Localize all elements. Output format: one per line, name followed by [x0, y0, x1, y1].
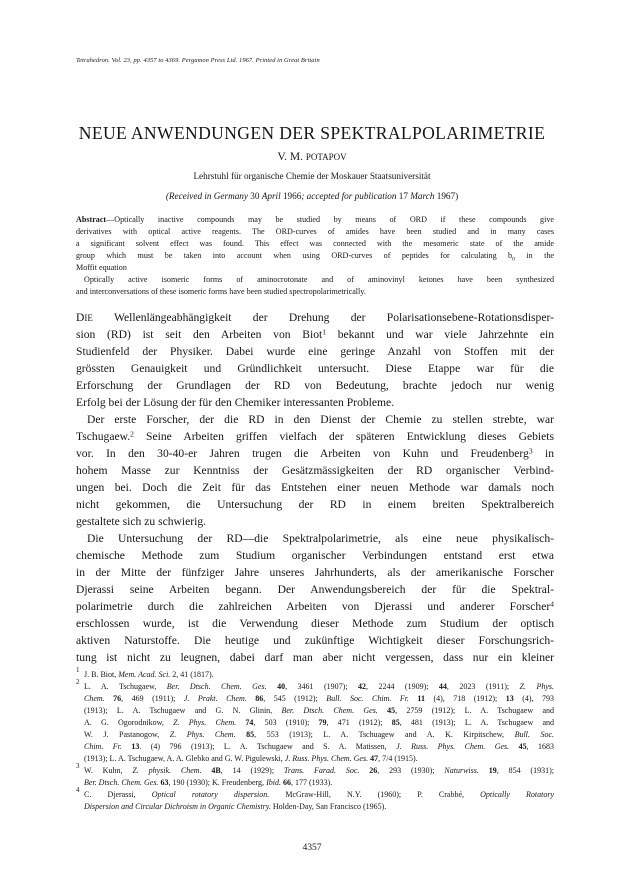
body-text: bekannt und war viele Jahrzehnte ein: [325, 328, 554, 341]
accepted-day: 17: [398, 191, 411, 201]
journal-name: Ber. Dtsch. Chem. Ges.: [166, 682, 267, 691]
footnote-text: 2, 41 (1817).: [170, 670, 214, 679]
journal-name: Mem. Acad. Sci.: [118, 670, 171, 679]
body-line: nicht gekommen, die Untersuchung der RD in einem breiten Spektralbereich: [76, 498, 554, 511]
author: [0, 151, 624, 163]
footnote-text: , 177 (1933).: [290, 778, 333, 787]
body-text: vor. In den 30-40-er Jahren trugen die Arbeiten von Kuhn und Freudenberg: [76, 447, 529, 460]
journal-name: Ber. Dtsch. Chem. Ges.: [84, 778, 159, 787]
footnote-text: , 3461 (1907);: [285, 682, 358, 691]
journal-name: J. Russ. Phys. Chem. Ges.: [396, 742, 510, 751]
footnote-text: , 553 (1913); L. A. Tschuagew and A. K. Kirpitschew,: [254, 730, 515, 739]
footnote-text: , 854 (1931);: [496, 766, 554, 775]
volume: 19: [478, 766, 497, 775]
footnote-2-line: [84, 706, 554, 715]
volume: 86: [246, 694, 264, 703]
volume: 13: [505, 694, 514, 703]
footnote-2-line: [84, 682, 554, 691]
body-line: ungen bei. Doch die Zeit für das Entstehen einer neuen Methode war damals noch: [76, 481, 554, 494]
volume: 45: [377, 706, 396, 715]
footnote-text: , 503 (1910);: [253, 718, 319, 727]
small-caps: IE: [84, 313, 93, 323]
accepted-month: March: [410, 191, 437, 201]
body-text: polarimetrie durch die zahlreichen Arbeiten von Djerassi und anderer Forscher: [76, 600, 551, 613]
received-year: 1966: [282, 191, 302, 201]
journal-name: Z. Phys.: [519, 682, 555, 691]
footnote-3-line: [84, 778, 554, 787]
affiliation: Lehrstuhl für organische Chemie der Moskauer Staatsuniversität: [193, 171, 431, 181]
body-line: chemische Methode zum Studium organischer Verbindungen entstand erst etwa: [76, 549, 554, 562]
footnote-text: Holden-Day, San Francisco (1965).: [270, 802, 387, 811]
journal-name: Bull. Soc. Chim. Fr.: [326, 694, 409, 703]
body-line: Der erste Forscher, der die RD in den Dienst der Chemie zu stellen strebte, war: [87, 413, 554, 426]
volume: 85: [235, 730, 255, 739]
journal-name: Z. Phys. Chem.: [169, 730, 236, 739]
footnote-text: , 2759 (1912); L. A. Tschugaew and: [395, 706, 554, 715]
abstract-line: and interconversations of these isomeric forms have been studied spectropolarimetrically.: [76, 287, 366, 296]
footnote-2-line: [84, 742, 554, 751]
accepted-label: ; accepted for publication: [301, 191, 399, 201]
abstract-text: —Optically inactive compounds may be studied by means of ORD if these compounds give: [106, 215, 554, 224]
footnote-text: C. Djerassi,: [84, 790, 152, 799]
volume: 76: [104, 694, 122, 703]
footnote-text: McGraw-Hill, N.Y. (1960); P. Crabbé,: [269, 790, 481, 799]
footnote-text: , 545 (1912);: [263, 694, 327, 703]
body-text: in: [532, 447, 555, 460]
footnote-ref: 2: [130, 429, 134, 439]
body-text: Seine Arbeiten griffen vielfach der späteren Entwicklung dieses Gebiets: [133, 430, 554, 443]
footnote-2-line: [84, 730, 554, 739]
journal-name: J. Prakt. Chem.: [183, 694, 247, 703]
footnote-2-line: [84, 754, 554, 763]
footnote-text: , 471 (1912);: [326, 718, 392, 727]
footnote-text: , 2244 (1909);: [366, 682, 439, 691]
book-title: Dispersion and Circular Dichroism in Organic Chemistry.: [84, 802, 271, 811]
footnote-text: (4), 718 (1912);: [424, 694, 506, 703]
journal-name: Z. Phys. Chem.: [173, 718, 237, 727]
footnote-text: . (4) 796 (1913); L. A. Tschugaew and S. A. Matissen,: [139, 742, 397, 751]
body-line: hohem Masse zur Kenntniss der Gesätzmässigkeiten der RD organischer Verbind-: [76, 464, 554, 477]
footnote-text: J. B. Biot,: [84, 670, 119, 679]
body-line: Die Untersuchung der RD—die Spektralpolarimetrie, als eine neue physikalisch-: [87, 532, 554, 545]
body-text: Wellenlängeabhängigkeit der Drehung der Polarisationsebene-Rotationsdisper-: [92, 311, 554, 324]
body-line: [76, 328, 554, 341]
body-line: aktiven Naturstoffe. Die heutige und zukünftige Wichtigkeit dieser Forschungsrich-: [76, 634, 554, 647]
footnote-text: (4), 793: [513, 694, 554, 703]
volume: 4B: [201, 766, 221, 775]
received-dates: [0, 191, 624, 201]
footnote-text: (1913); L. A. Tschugaew and G. N. Glinin,: [84, 706, 282, 715]
volume: 13: [121, 742, 140, 751]
received-month: April: [261, 191, 283, 201]
journal-name: Ber. Dtsch. Chem. Ges.: [281, 706, 378, 715]
body-line: [76, 311, 554, 324]
footnote-text: , 1683: [526, 742, 555, 751]
footnote-text: , 469 (1911);: [121, 694, 184, 703]
footnote-text: L. A. Tschugaew,: [84, 682, 167, 691]
footnote-text: W. Kuhn,: [84, 766, 133, 775]
volume: 66: [280, 778, 291, 787]
body-line: Erforschung der Grundlagen der RD von Bedeutung, brachte jedoch nur wenig: [76, 379, 554, 392]
footnote-text: , 14 (1929);: [220, 766, 284, 775]
volume: 47: [368, 754, 379, 763]
footnote-4-line: [84, 802, 554, 811]
abstract-line: Optically active isomeric forms of aminocrotonate and of aminovinyl ketones have been synthesized: [84, 275, 554, 284]
footnote-text: A. G. Ogorodnikow,: [84, 718, 174, 727]
journal-name: Chem.: [84, 694, 105, 703]
journal-name: J. Russ. Phys. Chem. Ges.: [284, 754, 369, 763]
footnote-text: , 293 (1930);: [377, 766, 445, 775]
volume: 63: [158, 778, 169, 787]
volume: 79: [318, 718, 327, 727]
footnote-ref: 4: [550, 599, 554, 609]
journal-name: Naturwiss.: [444, 766, 479, 775]
abstract-line: a significant solvent effect was found. This effect was connected with the mesomeric state of the amide: [76, 239, 554, 248]
received-label: (Received in Germany: [165, 191, 251, 201]
author-surname: POTAPOV: [305, 152, 347, 162]
body-line: tung ist nicht zu leugnen, dabei darf man aber nicht vergessen, dass nur ein kleiner: [76, 651, 554, 664]
body-line: [76, 430, 554, 443]
subscript: 0: [512, 256, 515, 263]
body-line: erschlossen wurde, ist die Verwendung dieser Methode zum Studium der optisch: [76, 617, 554, 630]
journal-name: Z. physik. Chem.: [132, 766, 202, 775]
footnote-2-line: [84, 694, 554, 703]
page-number: 4357: [302, 843, 322, 853]
volume: 26: [359, 766, 378, 775]
footnote-text: , 481 (1913); L. A. Tschugaew and: [399, 718, 554, 727]
body-line: Djerassi seine Arbeiten begann. Der Anwendungsbereich der für die Spektral-: [76, 583, 554, 596]
volume: 42: [358, 682, 366, 691]
body-line: Studienfeld der Physiker. Dabei wurde eine geringe Anzahl von Stoffen mit der: [76, 345, 554, 358]
volume: 85: [391, 718, 400, 727]
footnote-text: , 190 (1930); K. Freudenberg,: [168, 778, 267, 787]
journal-name: Trans. Farad. Soc.: [283, 766, 360, 775]
body-line: in der Mitte der fünfziger Jahre unseres Jahrhunderts, als der amerikanische Forscher: [76, 566, 554, 579]
footnote-text: , 7/4 (1915).: [378, 754, 418, 763]
footnote-2-line: [84, 718, 554, 727]
drop-cap: D: [76, 311, 85, 324]
body-line: grössten Genauigkeit und Gründlichkeit untersucht. Diese Etappe war für die: [76, 362, 554, 375]
received-day: 30: [250, 191, 262, 201]
footnote-ref: 1: [322, 327, 326, 337]
abstract-line: derivatives with optical active reagents. The ORD-curves of amides have been studied and in many cases: [76, 227, 554, 236]
body-line: gestaltete sich zu schwierig.: [76, 515, 207, 528]
body-line: [76, 447, 554, 460]
abstract-line: [76, 251, 554, 263]
footnote-text: (1913); L. A. Tschugaew, A. A. Glebko and G. W. Pigulewski,: [84, 754, 285, 763]
journal-name: Ibid.: [266, 778, 281, 787]
abstract-line: Moffit equation: [76, 263, 127, 272]
volume: 74: [236, 718, 254, 727]
footnote-1: [84, 670, 554, 679]
article-title: NEUE ANWENDUNGEN DER SPEKTRALPOLARIMETRIE: [78, 123, 546, 143]
footnote-ref: 3: [528, 446, 533, 456]
abstract-line: [76, 215, 554, 224]
journal-page: Tetrahedron. Vol. 23, pp. 4357 to 4369. Pergamon Press Ltd. 1967. Printed in Great Britain NEUE ANWENDUNGEN DER SPEKTRALPOLARIMETRIE V. M. POTAPOV Lehrstuhl für organische Chemie der Moskauer Staatsuniversität (Received in Germany 30 April 1966; accepted for publication 17 March 1967) Abstract—Optically inactive compounds may be studied by means of ORD if these compounds give derivatives with optical active reagents. The ORD-curves of amides have been studied and in many cases a significant solvent effect was found. This effect was connected with the mesomeric state of the amide group which must be taken into account when using ORD-curves of peptides for calculating $b_0$ in the Moffit equation Optically active isomeric forms of aminocrotonate and of aminovinyl ketones have been synthesized and interconversations of these isomeric forms have been studied spectropolarimetrically. DIE Wellenlängeabhängigkeit der Drehung der Polarisationsebene-Rotationsdisper- sion (RD) ist seit den Arbeiten von Biot$^1$ bekannt und war viele Jahrzehnte ein Studienfeld der Physiker. Dabei wurde eine geringe Anzahl von Stoffen mit der grössten Genauigkeit und Gründlichkeit untersucht. Diese Etappe war für die Erforschung der Grundlagen der RD von Bedeutung, brachte jedoch nur wenig Erfolg bei der Lösung der für den Chemiker interessanten Probleme. Der erste Forscher, der die RD in den Dienst der Chemie zu stellen strebte, war Tschugaew.$^2$ Seine Arbeiten griffen vielfach der späteren Entwicklung dieses Gebiets vor. In den 30-40-er Jahren trugen die Arbeiten von Kuhn und Freudenberg$^3$ in hohem Masse zur Kenntniss der Gesätzmässigkeiten der RD organischer Verbind- ungen bei. Doch die Zeit für das Entstehen einer neuen Methode war damals noch nicht gekommen, die Untersuchung der RD in einem breiten Spektralbereich gestaltete sich zu schwierig. Die Untersuchung der RD—die Spektralpolarimetrie, als eine neue physikalisch- chemische Methode zum Studium organischer Verbindungen entstand erst etwa in der Mitte der fünfziger Jahre unseres Jahrhunderts, als der amerikanische Forscher Djerassi seine Arbeiten begann. Der Anwendungsbereich der für die Spektral- polarimetrie durch die zahlreichen Arbeiten von Djerassi und anderer Forscher$^4$ erschlossen wurde, ist die Verwendung dieser Methode zum Studium der optisch aktiven Naturstoffe. Die heutige und zukünftige Wichtigkeit dieser Forschungsrich- tung ist nicht zu leugnen, dabei darf man aber nicht vergessen, dass nur ein kleiner 1 J. B. Biot, Mem. Acad. Sci. 2, 41 (1817). 2 L. A. Tschugaew, Ber. Dtsch. Chem. Ges. 40, 3461 (1907); 42, 2244 (1909); 44, 2023 (1911); Z. Phys. Chem. 76, 469 (1911); J. Prakt. Chem. 86, 545 (1912); Bull. Soc. Chim. Fr. 11 (4), 718 (1912); 13 (4), 793 (1913); L. A. Tschugaew and G. N. Glinin, Ber. Dtsch. Chem. Ges. 45, 2759 (1912); L. A. Tschugaew and A. G. Ogorodnikow, Z. Phys. Chem. 74, 503 (1910); 79, 471 (1912); 85, 481 (1913); L. A. Tschugaew and W. J. Pastanogow, Z. Phys. Chem. 85, 553 (1913); L. A. Tschuagew and A. K. Kirpitschew, Bull. Soc. Chim. Fr. 13. (4) 796 (1913); L. A. Tschugaew and S. A. Matissen, J. Russ. Phys. Chem. Ges. 45, 1683 (1913); L. A. Tschugaew, A. A. Glebko and G. W. Pigulewski, J. Russ. Phys. Chem. Ges. 47, 7/4 (1915). 3 W. Kuhn, Z. physik. Chem. 4B, 14 (1929); Trans. Farad. Soc. 26, 293 (1930); Naturwiss. 19, 854 (1931); Ber. Dtsch. Chem. Ges. 63, 190 (1930); K. Freudenberg, Ibid. 66, 177 (1933). 4 C. Djerassi, Optical rotatory dispersion. McGraw-Hill, N.Y. (1960); P. Crabbé, Optically Rotatory Dispersion and Circular Dichroism in Organic Chemistry. Holden-Day, San Francisco (1965). 4357: [0, 0, 624, 892]
body-line: [76, 600, 554, 613]
body-text: Tschugaew.: [76, 430, 131, 443]
abstract-text: in the: [514, 251, 554, 260]
book-title: Optical rotatory dispersion.: [151, 790, 270, 799]
author-initials: V. M.: [277, 151, 306, 163]
abstract-label: Abstract: [76, 215, 107, 224]
body-text: sion (RD) ist seit den Arbeiten von Biot: [76, 328, 323, 341]
footnote-3-line: [84, 766, 554, 775]
journal-citation: Tetrahedron. Vol. 23, pp. 4357 to 4369. Pergamon Press Ltd. 1967. Printed in Great Britain: [76, 57, 320, 64]
journal-name: Chim. Fr.: [84, 742, 122, 751]
abstract-text: group which must be taken into account when using ORD-curves of peptides for calculating b: [76, 251, 513, 260]
footnote-text: W. J. Pastanogow,: [84, 730, 170, 739]
footnote-4-line: [84, 790, 554, 799]
volume: 11: [408, 694, 425, 703]
body-line: Erfolg bei der Lösung der für den Chemiker interessanten Probleme.: [76, 396, 395, 409]
volume: 40: [266, 682, 286, 691]
journal-name: Bull. Soc.: [514, 730, 555, 739]
book-title: Optically Rotatory: [480, 790, 555, 799]
accepted-year: 1967): [436, 191, 459, 201]
volume: 44: [438, 682, 447, 691]
footnote-text: , 2023 (1911);: [446, 682, 520, 691]
volume: 45: [509, 742, 527, 751]
